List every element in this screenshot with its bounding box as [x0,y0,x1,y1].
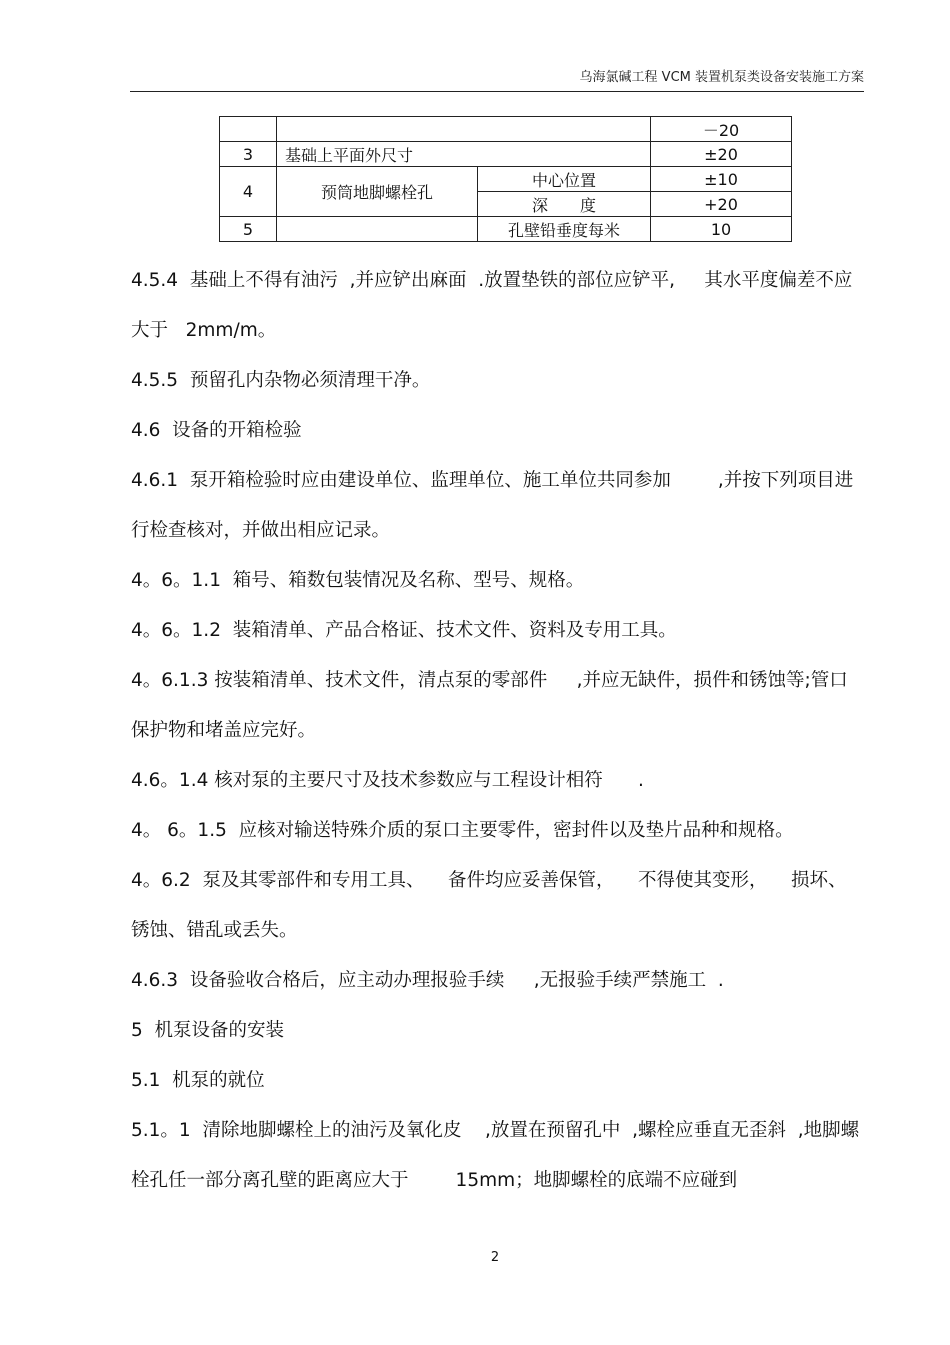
table-row [220,217,792,242]
paragraph: 4.6.3 设备验收合格后，应主动办理报验手续 ,无报验手续严禁施工 . [131,970,724,991]
table-cell-no [220,117,277,142]
table-row [220,142,792,167]
paragraph: 5.1。1 清除地脚螺栓上的油污及氧化皮 ,放置在预留孔中 ,螺栓应垂直无歪斜 ,地脚螺栓孔任一部分离孔壁的距离应大于 15mm；地脚螺栓的底端不应碰到 [131,1120,860,1191]
section-heading: 5 机泵设备的安装 [131,1020,285,1041]
paragraph: 4。6.1.3 按装箱清单、技术文件，清点泵的零部件 ,并应无缺件，损件和锈蚀等;管口保护物和堵盖应完好。 [131,670,848,741]
section-heading: 5.1 机泵的就位 [131,1070,265,1091]
table-cell-value: +20 [651,192,792,217]
table-cell-sub: 孔壁铅垂度每米 [478,217,651,242]
header-rule [130,91,864,92]
tolerance-table [219,116,792,242]
paragraph: 4.6.1 泵开箱检验时应由建设单位、监理单位、施工单位共同参加 ,并按下列项目进行检查核对，并做出相应记录。 [131,470,854,541]
document-body [131,256,861,1206]
paragraph: 4.6。1.4 核对泵的主要尺寸及技术参数应与工程设计相符 . [131,770,644,791]
table-row [220,117,792,142]
table-cell-no: 4 [220,167,277,217]
table-cell-no: 5 [220,217,277,242]
table-cell-no: 3 [220,142,277,167]
table-cell-value: －20 [651,117,792,142]
table-row [220,167,792,192]
paragraph: 4.5.5 预留孔内杂物必须清理干净。 [131,370,431,391]
table-cell-value: ±20 [651,142,792,167]
paragraph: 4。6.2 泵及其零部件和专用工具、 备件均应妥善保管， 不得使其变形， 损坏、锈蚀、错乱或丢失。 [131,870,847,941]
table-cell-sub: 深 度 [478,192,651,217]
table-cell-item [277,117,651,142]
table-cell-sub: 中心位置 [478,167,651,192]
running-header: 乌海氯碱工程 VCM 装置机泵类设备安装施工方案 [579,70,864,85]
table-cell-item: 预筒地脚螺栓孔 [277,167,478,217]
table-cell-item [277,217,478,242]
paragraph: 4。6。1.2 装箱清单、产品合格证、技术文件、资料及专用工具。 [131,620,677,641]
paragraph: 4.5.4 基础上不得有油污 ,并应铲出麻面 .放置垫铁的部位应铲平, 其水平度偏差不应大于 2mm/m。 [131,270,853,341]
paragraph: 4。 6。1.5 应核对输送特殊介质的泵口主要零件，密封件以及垫片品种和规格。 [131,820,794,841]
table-cell-value: 10 [651,217,792,242]
table-cell-value: ±10 [651,167,792,192]
paragraph: 4。6。1.1 箱号、箱数包装情况及名称、型号、规格。 [131,570,585,591]
page-number: 2 [490,1250,500,1265]
table-cell-item: 基础上平面外尺寸 [277,142,651,167]
section-heading: 4.6 设备的开箱检验 [131,420,302,441]
